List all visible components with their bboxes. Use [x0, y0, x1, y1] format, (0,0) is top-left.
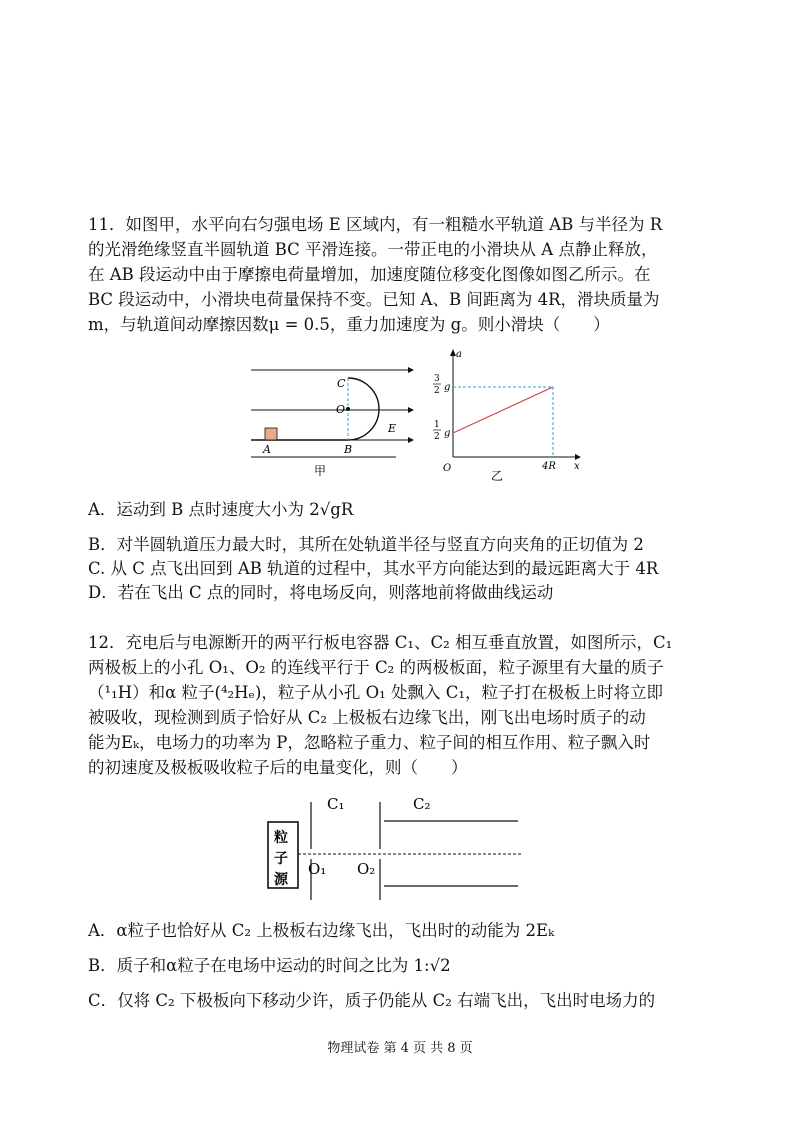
- q12-line: 两极板上的小孔 O₁、O₂ 的连线平行于 C₂ 的两极板面，粒子源里有大量的质子: [88, 658, 664, 677]
- label-c2: C₂: [413, 795, 431, 813]
- x-tick-label: 4R: [542, 461, 556, 472]
- axis-a-label: a: [456, 349, 462, 360]
- q12-option-c: C．仅将 C₂ 下极板向下移动少许，质子仍能从 C₂ 右端飞出，飞出时电场力的: [88, 991, 656, 1010]
- source-char-1: 粒: [274, 830, 288, 846]
- q12-line: 的初速度及极板吸收粒子后的电量变化，则（ ）: [88, 758, 468, 777]
- source-char-2: 子: [274, 851, 288, 867]
- semicircle-bc: [348, 378, 379, 440]
- label-c: C: [337, 377, 346, 390]
- axis-x-label: x: [574, 461, 580, 472]
- q11-line: 11．如图甲，水平向右匀强电场 E 区域内，有一粗糙水平轨道 AB 与半径为 R: [88, 215, 663, 234]
- q11-option-a: A．运动到 B 点时速度大小为 2√gR: [88, 500, 354, 519]
- q11-option-b: B．对半圆轨道压力最大时，其所在处轨道半径与竖直方向夹角的正切值为 2: [88, 535, 644, 554]
- q11-line: m，与轨道间动摩擦因数μ = 0.5，重力加速度为 g。则小滑块（ ）: [88, 315, 610, 334]
- origin-label: O: [443, 463, 452, 474]
- label-b: B: [344, 443, 353, 456]
- q12-figure: [265, 790, 530, 905]
- q11-line: 的光滑绝缘竖直半圆轨道 BC 平滑连接。一带正电的小滑块从 A 点静止释放，: [88, 240, 658, 259]
- tick-low-num: 1: [434, 420, 440, 430]
- tick-high-den: 2: [434, 386, 440, 396]
- q12-stem: [88, 630, 714, 780]
- tick-high-g: g: [444, 382, 451, 393]
- caption-jia: 甲: [314, 464, 327, 478]
- center-point: [346, 407, 350, 411]
- q11-stem: [88, 212, 714, 337]
- label-c1: C₁: [327, 795, 345, 813]
- a-x-line: [453, 387, 553, 433]
- q11-line: BC 段运动中，小滑块电荷量保持不变。已知 A、B 间距离为 4R，滑块质量为: [88, 290, 660, 309]
- label-e: E: [388, 422, 397, 435]
- x-axis-arrow: [575, 454, 581, 460]
- figure-yi: [425, 345, 585, 485]
- label-o: O: [336, 403, 346, 416]
- q11-option-c: C. 从 C 点飞出回到 AB 轨道的过程中，其水平方向能达到的最远距离大于 4R: [88, 559, 659, 578]
- label-a: A: [263, 443, 271, 456]
- q12-line: （¹₁H）和α 粒子(⁴₂Hₑ)，粒子从小孔 O₁ 处飘入 C₁，粒子打在极板上时将立即: [88, 683, 664, 702]
- q11-line: 在 AB 段运动中由于摩擦电荷量增加，加速度随位移变化图像如图乙所示。在: [88, 265, 651, 284]
- page-footer: 物理试卷 第 4 页 共 8 页: [327, 1041, 473, 1056]
- source-char-3: 源: [274, 872, 288, 888]
- tick-low-den: 2: [434, 432, 440, 442]
- figure-jia: [248, 360, 418, 485]
- q12-line: 能为Eₖ，电场力的功率为 P，忽略粒子重力、粒子间的相互作用、粒子飘入时: [88, 733, 651, 752]
- tick-high-num: 3: [434, 374, 440, 384]
- tick-low-g: g: [444, 428, 451, 439]
- slider-block: [265, 428, 277, 440]
- q12-line: 12．充电后与电源断开的两平行板电容器 C₁、C₂ 相互垂直放置，如图所示，C₁: [88, 633, 673, 652]
- q12-line: 被吸收，现检测到质子恰好从 C₂ 上极板右边缘飞出，刚飞出电场时质子的动: [88, 708, 646, 727]
- q12-option-b: B．质子和α粒子在电场中运动的时间之比为 1:√2: [88, 956, 451, 975]
- label-o2: O₂: [357, 860, 376, 878]
- label-o1: O₁: [308, 860, 327, 878]
- q12-option-a: A．α粒子也恰好从 C₂ 上极板右边缘飞出，飞出时的动能为 2Eₖ: [88, 921, 555, 940]
- caption-yi: 乙: [491, 469, 504, 483]
- q11-option-d: D．若在飞出 C 点的同时，将电场反向，则落地前将做曲线运动: [88, 583, 554, 602]
